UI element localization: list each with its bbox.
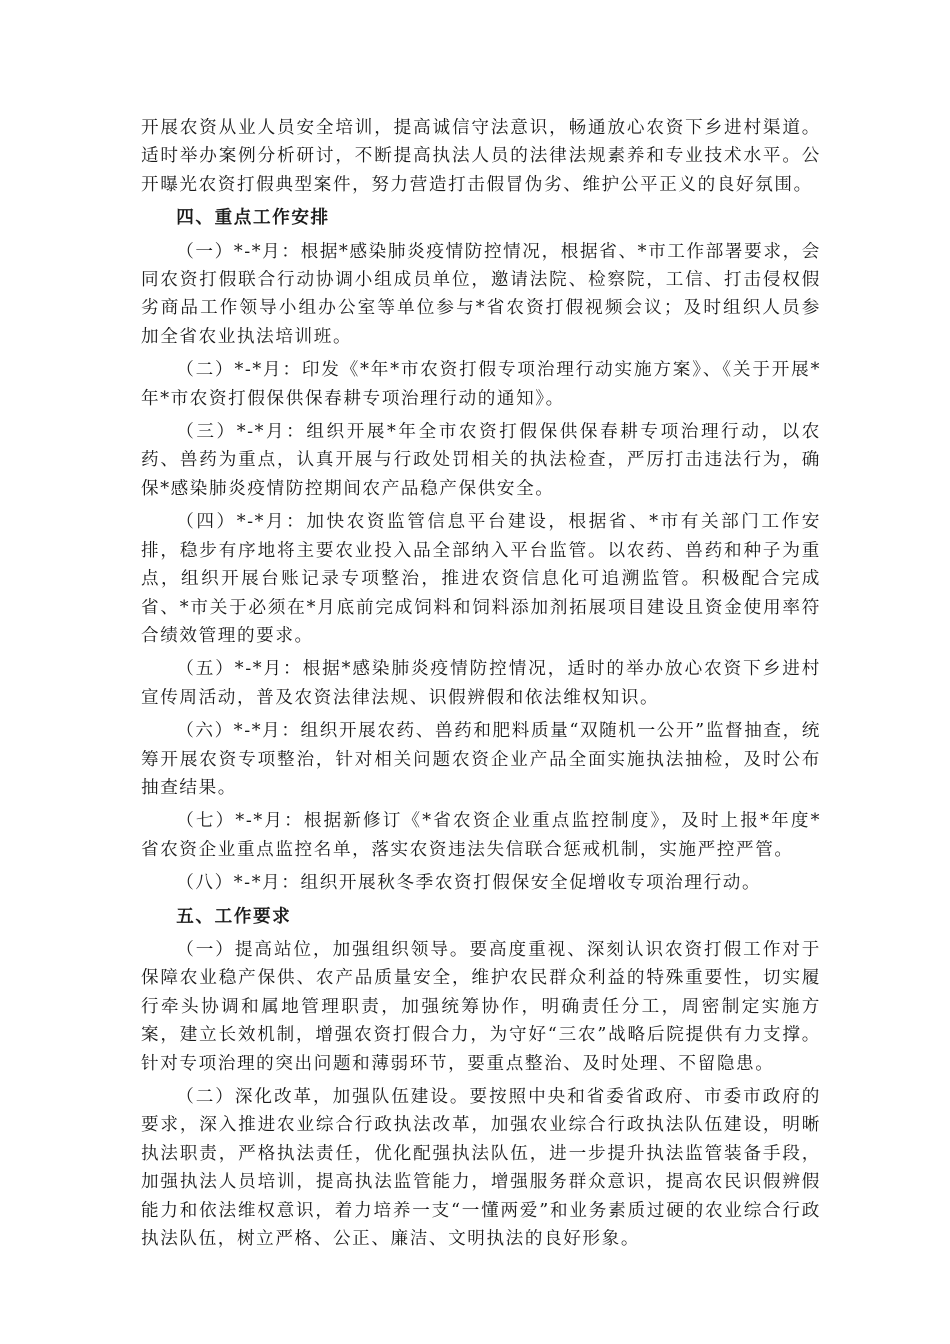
- requirement-item-1: （一）提高站位，加强组织领导。要高度重视、深刻认识农资打假工作对于保障农业稳产保供、农产品质量安全，维护农民群众利益的特殊重要性，切实履行牵头协调和属地管理职责，加强统筹协作，明确责任分工，周密制定实施方案，建立长效机制，增强农资打假合力，为守好“三农”战略后院提供有力支撑。针对专项治理的突出问题和薄弱环节，要重点整治、及时处理、不留隐患。: [141, 939, 821, 1074]
- document-page: [141, 114, 821, 1258]
- intro-paragraph: 开展农资从业人员安全培训，提高诚信守法意识，畅通放心农资下乡进村渠道。适时举办案例分析研讨，不断提高执法人员的法律法规素养和专业技术水平。公开曝光农资打假典型案件，努力营造打击假冒伪劣、维护公平正义的良好氛围。: [141, 118, 821, 195]
- work-item-1: （一）*-*月：根据*感染肺炎疫情防控情况，根据省、*市工作部署要求，会同农资打假联合行动协调小组成员单位，邀请法院、检察院，工信、打击侵权假劣商品工作领导小组办公室等单位参与*省农资打假视频会议；及时组织人员参加全省农业执法培训班。: [141, 241, 821, 347]
- work-item-2: （二）*-*月：印发《*年*市农资打假专项治理行动实施方案》、《关于开展*年*市农资打假保供保春耕专项治理行动的通知》。: [141, 360, 821, 409]
- section-heading-requirements: 五、工作要求: [176, 906, 292, 927]
- section-heading-key-work: 四、重点工作安排: [176, 208, 330, 229]
- work-item-5: （五）*-*月：根据*感染肺炎疫情防控情况，适时的举办放心农资下乡进村宣传周活动，普及农资法律法规、识假辨假和依法维权知识。: [141, 659, 821, 708]
- work-item-3: （三）*-*月：组织开展*年全市农资打假保供保春耕专项治理行动，以农药、兽药为重点，认真开展与行政处罚相关的执法检查，严厉打击违法行为，确保*感染肺炎疫情防控期间农产品稳产保供安全。: [141, 422, 821, 499]
- work-item-8: （八）*-*月：组织开展秋冬季农资打假保安全促增收专项治理行动。: [176, 873, 762, 894]
- work-item-7: （七）*-*月：根据新修订《*省农资企业重点监控制度》，及时上报*年度*省农资企业重点监控名单，落实农资违法失信联合惩戒机制，实施严控严管。: [141, 811, 821, 860]
- work-item-4: （四）*-*月：加快农资监管信息平台建设，根据省、*市有关部门工作安排，稳步有序地将主要农业投入品全部纳入平台监管。以农药、兽药和种子为重点，组织开展台账记录专项整治，推进农资信息化可追溯监管。积极配合完成省、*市关于必须在*月底前完成饲料和饲料添加剂拓展项目建设且资金使用率符合绩效管理的要求。: [141, 512, 821, 646]
- work-item-6: （六）*-*月：组织开展农药、兽药和肥料质量“双随机一公开”监督抽查，统筹开展农资专项整治，针对相关问题农资企业产品全面实施执法抽检，及时公布抽查结果。: [141, 721, 821, 798]
- requirement-item-2: （二）深化改革，加强队伍建设。要按照中央和省委省政府、市委市政府的要求，深入推进农业综合行政执法改革，加强农业综合行政执法队伍建设，明晰执法职责，严格执法责任，优化配强执法队伍，进一步提升执法监管装备手段，加强执法人员培训，提高执法监管能力，增强服务群众意识，提高农民识假辨假能力和依法维权意识，着力培养一支“一懂两爱”和业务素质过硬的农业综合行政执法队伍，树立严格、公正、廉洁、文明执法的良好形象。: [141, 1087, 821, 1250]
